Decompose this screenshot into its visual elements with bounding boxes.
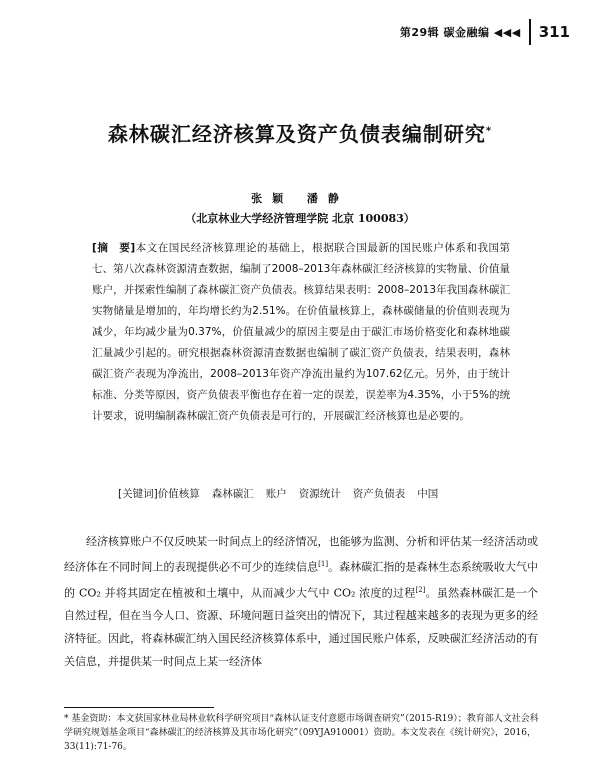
journal-section: 第29辑 碳金融编 ◀◀◀: [399, 26, 521, 39]
abstract-text: 本文在国民经济核算理论的基础上，根据联合国最新的国民账户体系和我国第七、第八次森林资源清查数据，编制了2008–2013年森林碳汇经济核算的实物量、价值量账户，并探索性编制了森林碳汇资产负债表。核算结果表明：2008–2013年我国森林碳汇实物储量是增加的，年均增长约为2.51%。在价值量核算上，森林碳储量的价值则表现为减少，年均减少量为0.37%，价值量减少的原因主要是由于碳汇市场价格变化和森林地碳汇量减少引起的。研究根据森林资源清查数据也编制了碳汇资产负债表，结果表明，森林碳汇资产表现为净流出，2008–2013年资产净流出量约为107.62亿元。另外，由于统计标准、分类等原因，资产负债表平衡也存在着一定的误差，误差率为4.35%，小于5%的统计要求，说明编制森林碳汇资产负债表是可行的，开展碳汇经济核算也是必要的。: [92, 242, 510, 422]
keyword: 价值核算: [157, 488, 200, 500]
footnote: * 基金资助：本文获国家林业局林业软科学研究项目“森林认证支付意愿市场调查研究”（2015-R19）；教育部人文社会科学研究规划基金项目“森林碳汇的经济核算及其市场化研究”（09YJA910001）资助。本文发表在《统计研究》，2016，33(11):71-76。: [64, 714, 539, 752]
keyword: 资产负债表: [352, 488, 406, 500]
keywords: [118, 486, 518, 502]
keywords-label: [关键词]: [118, 488, 158, 500]
body-text: 经济核算账户不仅反映某一时间点上的经济情况，也能够为监测、分析和评估某一经济活动或经济体在不同时间上的表现提供必不可少的连续信息: [64, 535, 538, 574]
body-text: 。森林碳汇指的是森林生态系统吸收大气中的 CO₂ 并将其固定在植被和土壤中，从而减少大气中 CO₂ 浓度的过程: [64, 560, 539, 600]
running-header: [400, 20, 570, 44]
footnote-rule: [64, 707, 214, 708]
title-footnote-mark: *: [485, 125, 493, 137]
citation-ref: [2]: [415, 585, 426, 594]
body-text: 。虽然森林碳汇是一个自然过程，但在当今人口、资源、环境问题日益突出的情况下，其过程越来越多的表现为更多的经济特征。因此，将森林碳汇纳入国民经济核算体系中，通过国民账户体系，反映碳汇经济活动的有关信息，并提供某一时间点上某一经济体: [64, 586, 538, 669]
header-divider: [529, 19, 531, 45]
body-paragraph: [64, 530, 538, 673]
page-number: 311: [538, 23, 570, 41]
keyword: 账户: [265, 488, 287, 500]
abstract: [92, 238, 510, 427]
keyword: 中国: [417, 488, 439, 500]
authors: 张颖 潘静: [251, 192, 349, 205]
article-title-text: 森林碳汇经济核算及资产负债表编制研究: [107, 122, 486, 146]
keyword: 森林碳汇: [211, 488, 254, 500]
citation-ref: [1]: [318, 560, 329, 568]
abstract-label: [摘 要]: [92, 242, 136, 254]
article-title: [0, 118, 600, 147]
keyword: 资源统计: [298, 488, 341, 500]
affiliation: （北京林业大学经济管理学院 北京 100083）: [185, 212, 415, 225]
